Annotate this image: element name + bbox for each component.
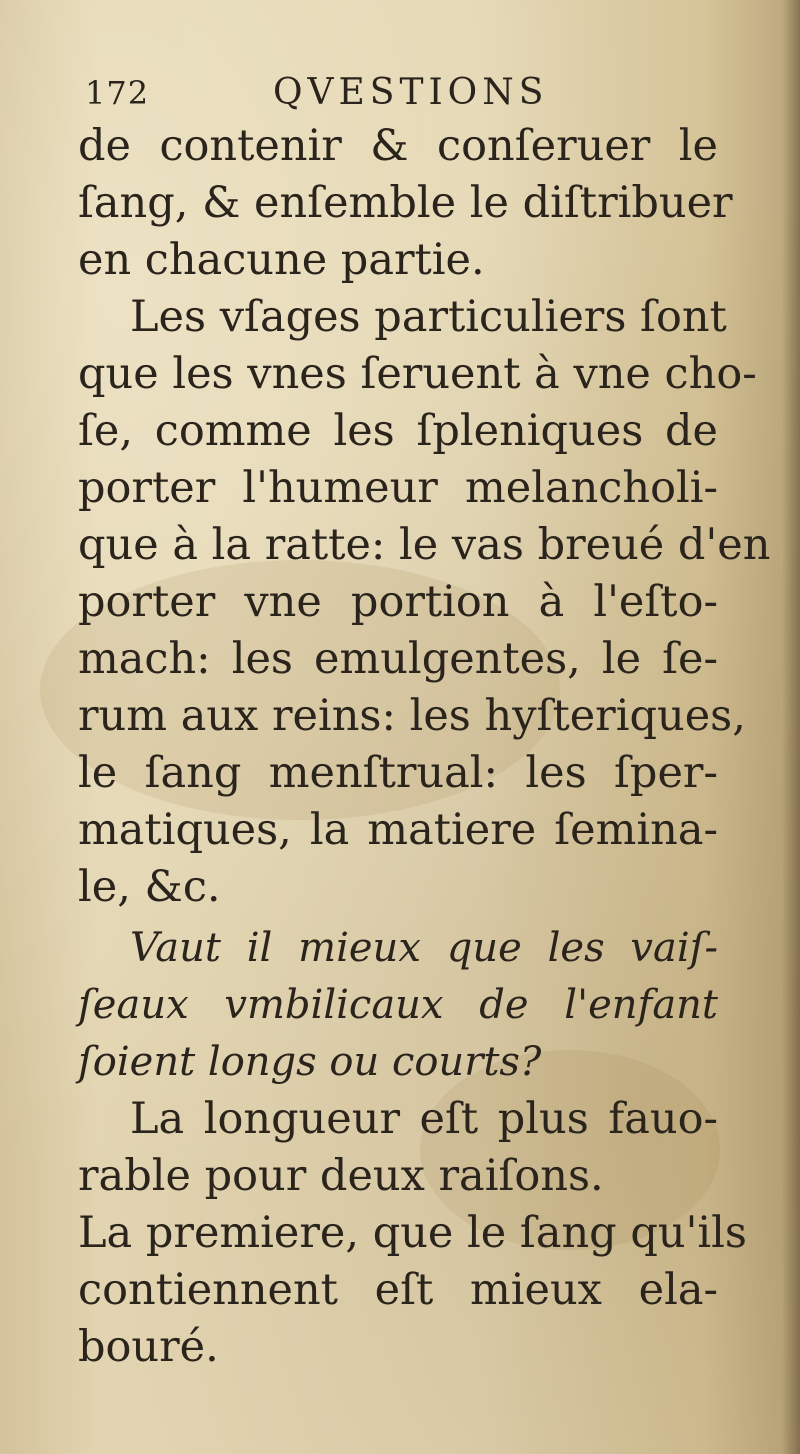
text-line: Les vſages particuliers ſont xyxy=(130,292,727,342)
page-gutter-shadow xyxy=(782,0,800,1454)
question-line: Vaut il mieux que les vaiſ- xyxy=(130,925,718,971)
running-head: QVESTIONS xyxy=(273,72,549,113)
text-line: ſe, comme les ſpleniques de xyxy=(78,406,718,456)
text-line: que les vnes ſeruent à vne cho- xyxy=(78,349,757,399)
text-line: rable pour deux raiſons. xyxy=(78,1151,604,1201)
text-line: La premiere, que le ſang qu'ils xyxy=(78,1208,747,1258)
question-line: ſoient longs ou courts? xyxy=(78,1039,542,1085)
text-line: le, &c. xyxy=(78,862,221,912)
text-line: en chacune partie. xyxy=(78,235,485,285)
text-line: La longueur eſt plus fauo- xyxy=(130,1094,718,1144)
text-line: porter vne portion à l'eſto- xyxy=(78,577,718,627)
text-line: le ſang menſtrual: les ſper- xyxy=(78,748,718,798)
text-line: mach: les emulgentes, le ſe- xyxy=(78,634,718,684)
text-line: rum aux reins: les hyſteriques, xyxy=(78,691,746,741)
page-header xyxy=(85,62,605,114)
text-line: que à la ratte: le vas breué d'en xyxy=(78,520,771,570)
text-line: matiques, la matiere ſemina- xyxy=(78,805,718,855)
text-line: ſang, & enſemble le diſtribuer xyxy=(78,178,733,228)
text-line: bouré. xyxy=(78,1322,219,1372)
text-line: porter l'humeur melancholi- xyxy=(78,463,718,513)
page-number: 172 xyxy=(85,74,150,112)
text-line: contiennent eſt mieux ela- xyxy=(78,1265,718,1315)
body-text xyxy=(78,118,771,1376)
text-line: de contenir & conſeruer le xyxy=(78,121,718,171)
question-line: ſeaux vmbilicaux de l'enfant xyxy=(78,982,718,1028)
